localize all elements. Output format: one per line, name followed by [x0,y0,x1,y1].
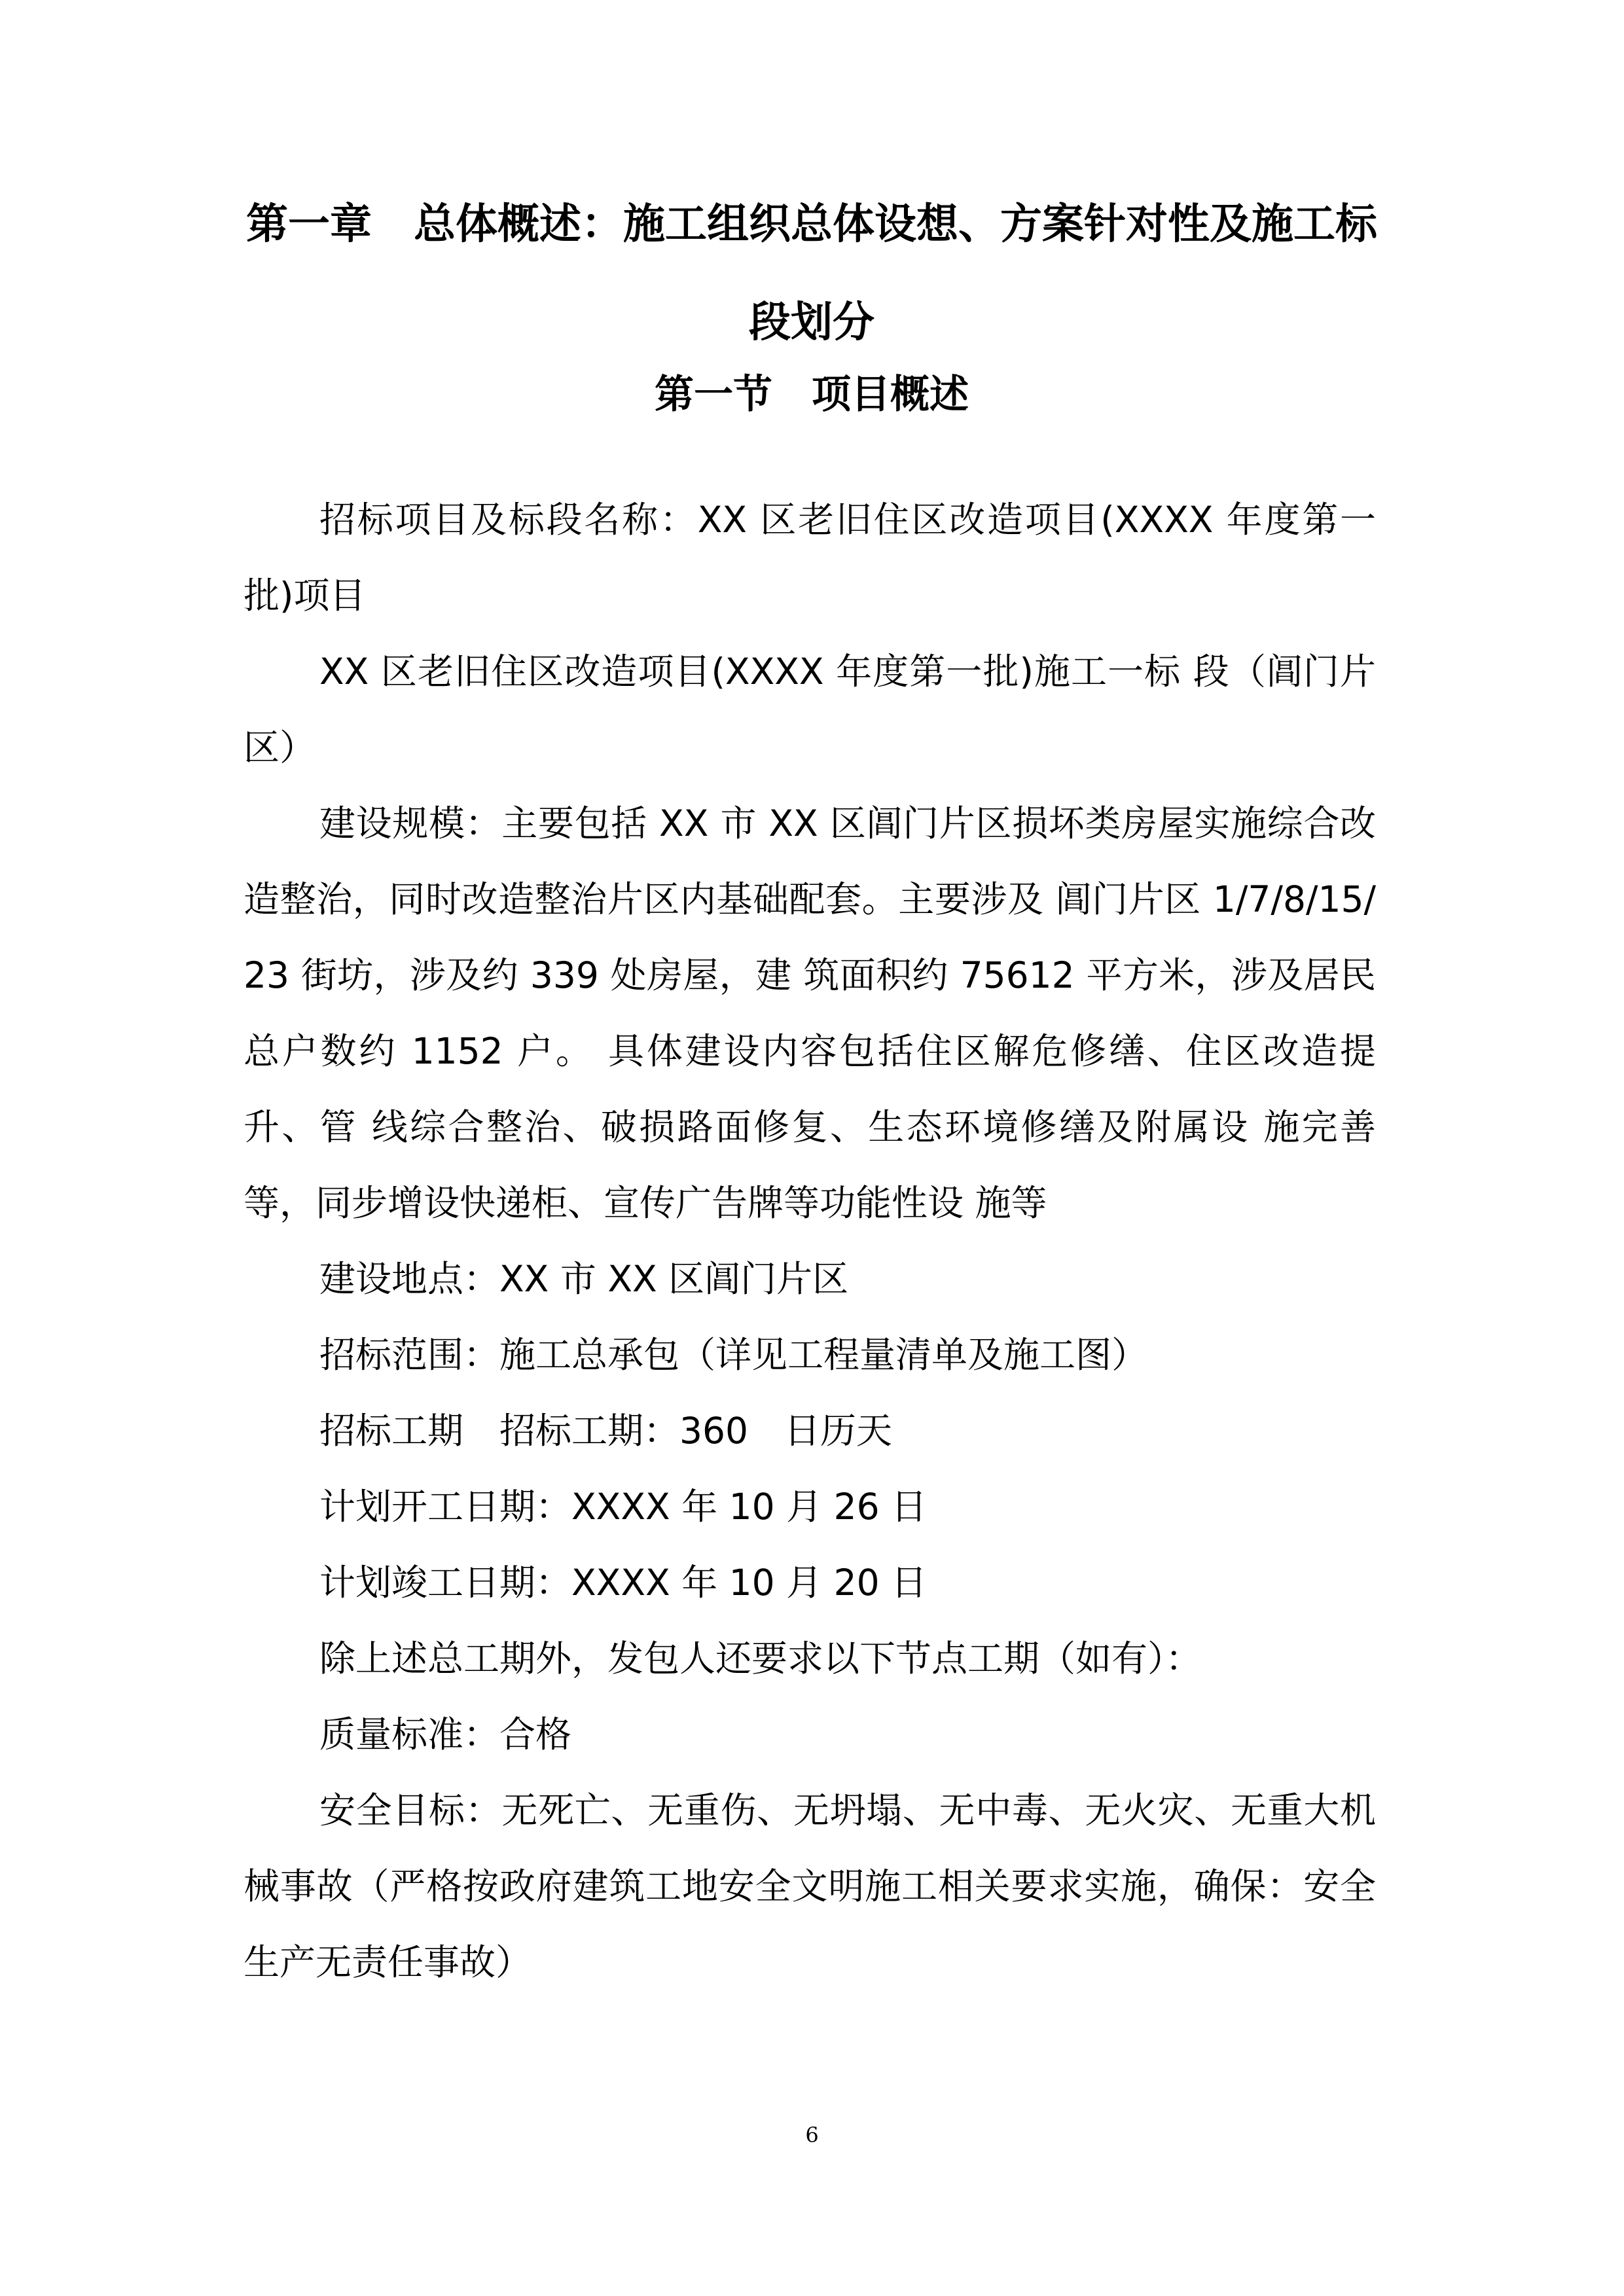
paragraph-project-name: 招标项目及标段名称：XX 区老旧住区改造项目(XXXX 年度第一批)项目 [244,499,1376,617]
section-title: 第一节 项目概述 [655,372,969,418]
paragraph-quality-standard: 质量标准：合格 [319,1713,572,1755]
paragraph-tender-scope: 招标范围：施工总承包（详见工程量清单及施工图） [319,1334,1148,1376]
paragraph-lot-name: XX 区老旧住区改造项目(XXXX 年度第一批)施工一标 段（阊门片区） [244,651,1376,768]
paragraph-construction-scale: 建设规模：主要包括 XX 市 XX 区阊门片区损坏类房屋实施综合改造整治，同时改造整治片区内基础配套。主要涉及 阊门片区 1/7/8/15/23 街坊，涉及约 339 处房屋，建 筑面积约 75612 平方米，涉及居民总户数约 1152 户。 具体建设内容包括住区解危修缮、住区改造提升、管 线综合整治、破损路面修复、生态环境修缮及附属设 施完善等，同步增设快递柜、宣传广告牌等功能性设 施等 [244,802,1376,1224]
paragraph-tender-duration: 招标工期 招标工期：360 日历天 [319,1410,892,1452]
paragraph-planned-completion: 计划竣工日期：XXXX 年 10 月 20 日 [319,1562,928,1604]
paragraph-milestones: 除上述总工期外，发包人还要求以下节点工期（如有）： [319,1638,1202,1679]
paragraph-planned-start: 计划开工日期：XXXX 年 10 月 26 日 [319,1486,928,1528]
page-number: 6 [805,2123,819,2147]
paragraph-safety-target: 安全目标：无死亡、无重伤、无坍塌、无中毒、无火灾、无重大机械事故（严格按政府建筑工地安全文明施工相关要求实施，确保：安全生产无责任事故） [244,1789,1376,1983]
paragraph-construction-site: 建设地点：XX 市 XX 区阊门片区 [319,1258,849,1300]
chapter-title: 第一章 总体概述：施工组织总体设想、方案针对性及施工标段划分 [246,200,1377,347]
document-body [244,482,1376,2000]
